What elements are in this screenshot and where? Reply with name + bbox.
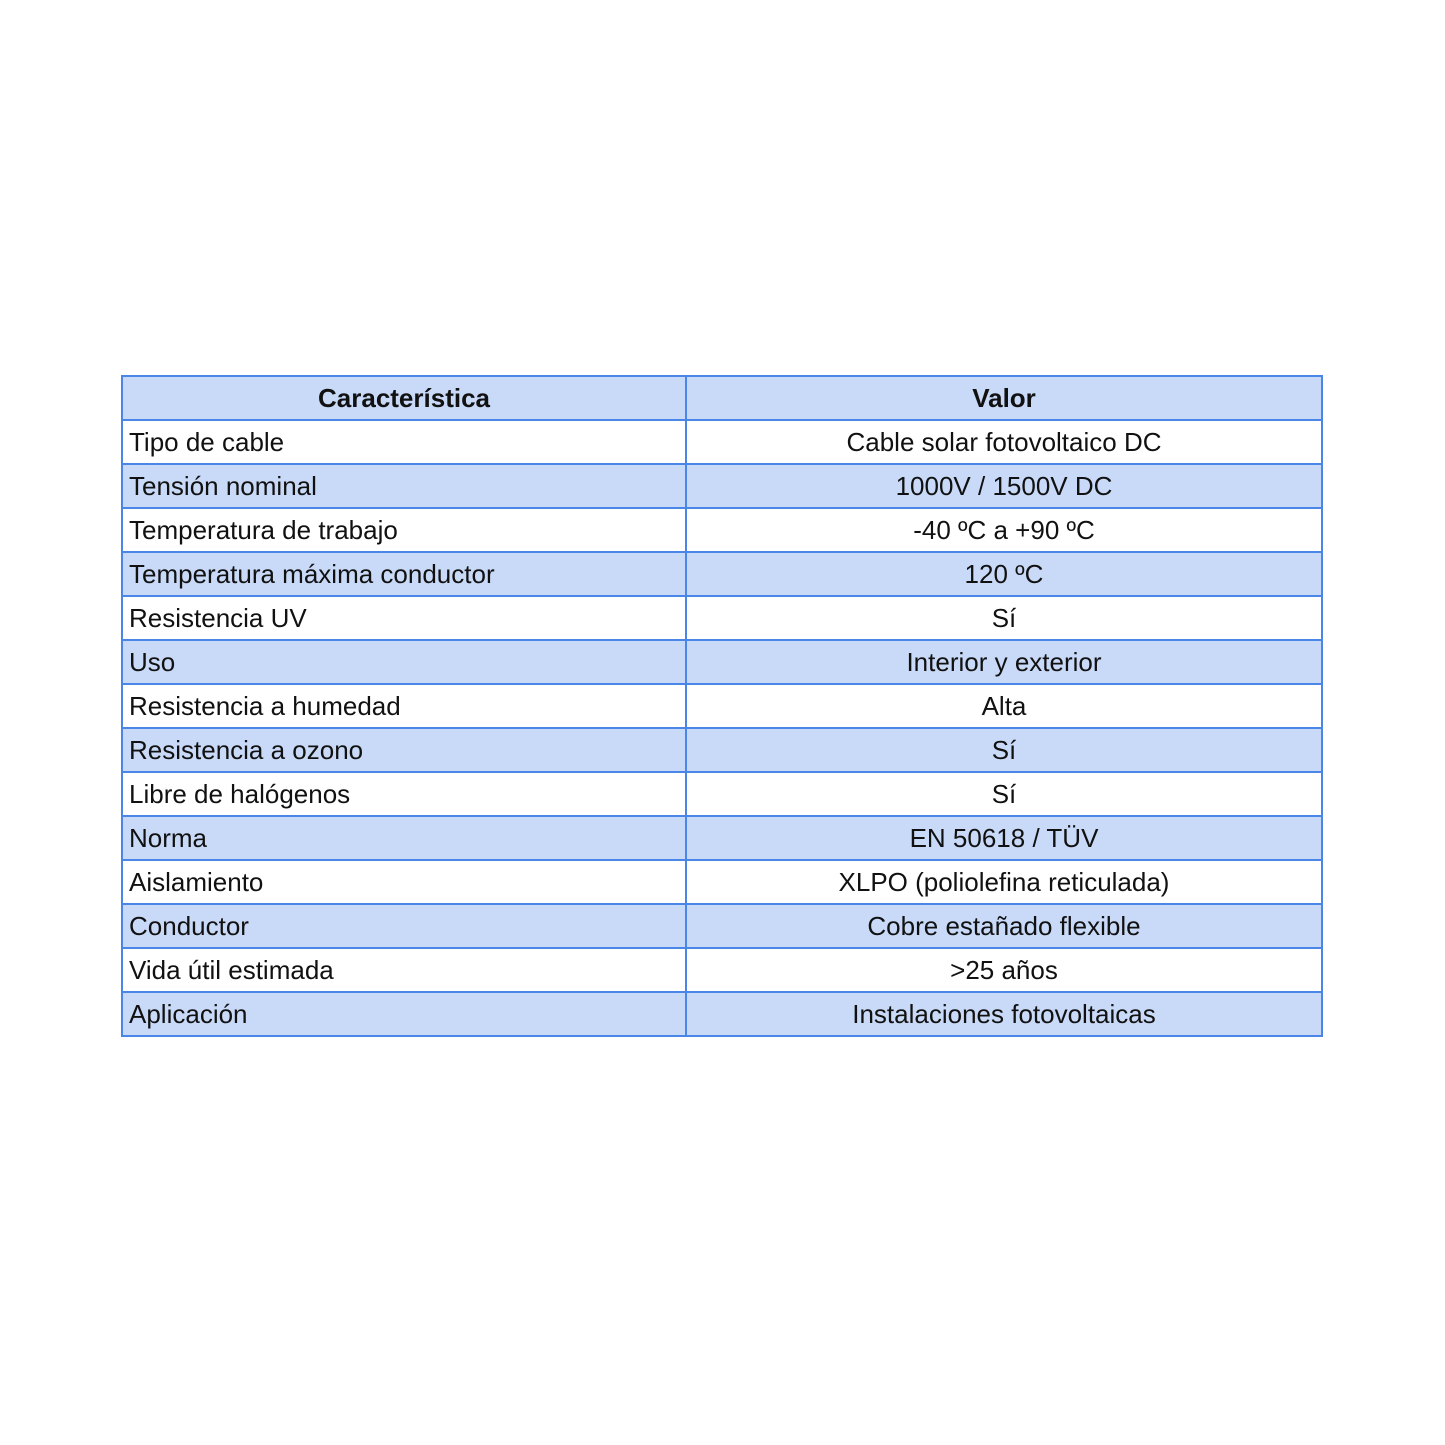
table-row [122,904,1322,948]
header-row [122,376,1322,420]
table-row [122,684,1322,728]
row-value: XLPO (poliolefina reticulada) [686,860,1322,904]
table-row [122,420,1322,464]
row-value: 1000V / 1500V DC [686,464,1322,508]
row-label: Norma [122,816,686,860]
row-label: Tipo de cable [122,420,686,464]
row-value: Sí [686,728,1322,772]
spec-table [121,375,1323,1037]
row-label: Conductor [122,904,686,948]
table-row [122,508,1322,552]
table-row [122,552,1322,596]
header-caracteristica: Característica [122,376,686,420]
table-row [122,992,1322,1036]
row-value: -40 ºC a +90 ºC [686,508,1322,552]
row-label: Uso [122,640,686,684]
header-valor: Valor [686,376,1322,420]
row-label: Resistencia a humedad [122,684,686,728]
row-value: Interior y exterior [686,640,1322,684]
row-label: Tensión nominal [122,464,686,508]
table-row [122,464,1322,508]
row-label: Aislamiento [122,860,686,904]
row-value: 120 ºC [686,552,1322,596]
table-row [122,772,1322,816]
table-row [122,816,1322,860]
table-row [122,948,1322,992]
row-value: >25 años [686,948,1322,992]
table-row [122,728,1322,772]
table-row [122,640,1322,684]
table-row [122,860,1322,904]
row-label: Resistencia a ozono [122,728,686,772]
row-value: Cable solar fotovoltaico DC [686,420,1322,464]
row-label: Temperatura máxima conductor [122,552,686,596]
row-value: Sí [686,772,1322,816]
table-row [122,596,1322,640]
row-label: Vida útil estimada [122,948,686,992]
row-value: Sí [686,596,1322,640]
row-label: Temperatura de trabajo [122,508,686,552]
row-value: Instalaciones fotovoltaicas [686,992,1322,1036]
row-label: Aplicación [122,992,686,1036]
row-value: Cobre estañado flexible [686,904,1322,948]
row-value: Alta [686,684,1322,728]
row-label: Resistencia UV [122,596,686,640]
row-value: EN 50618 / TÜV [686,816,1322,860]
row-label: Libre de halógenos [122,772,686,816]
